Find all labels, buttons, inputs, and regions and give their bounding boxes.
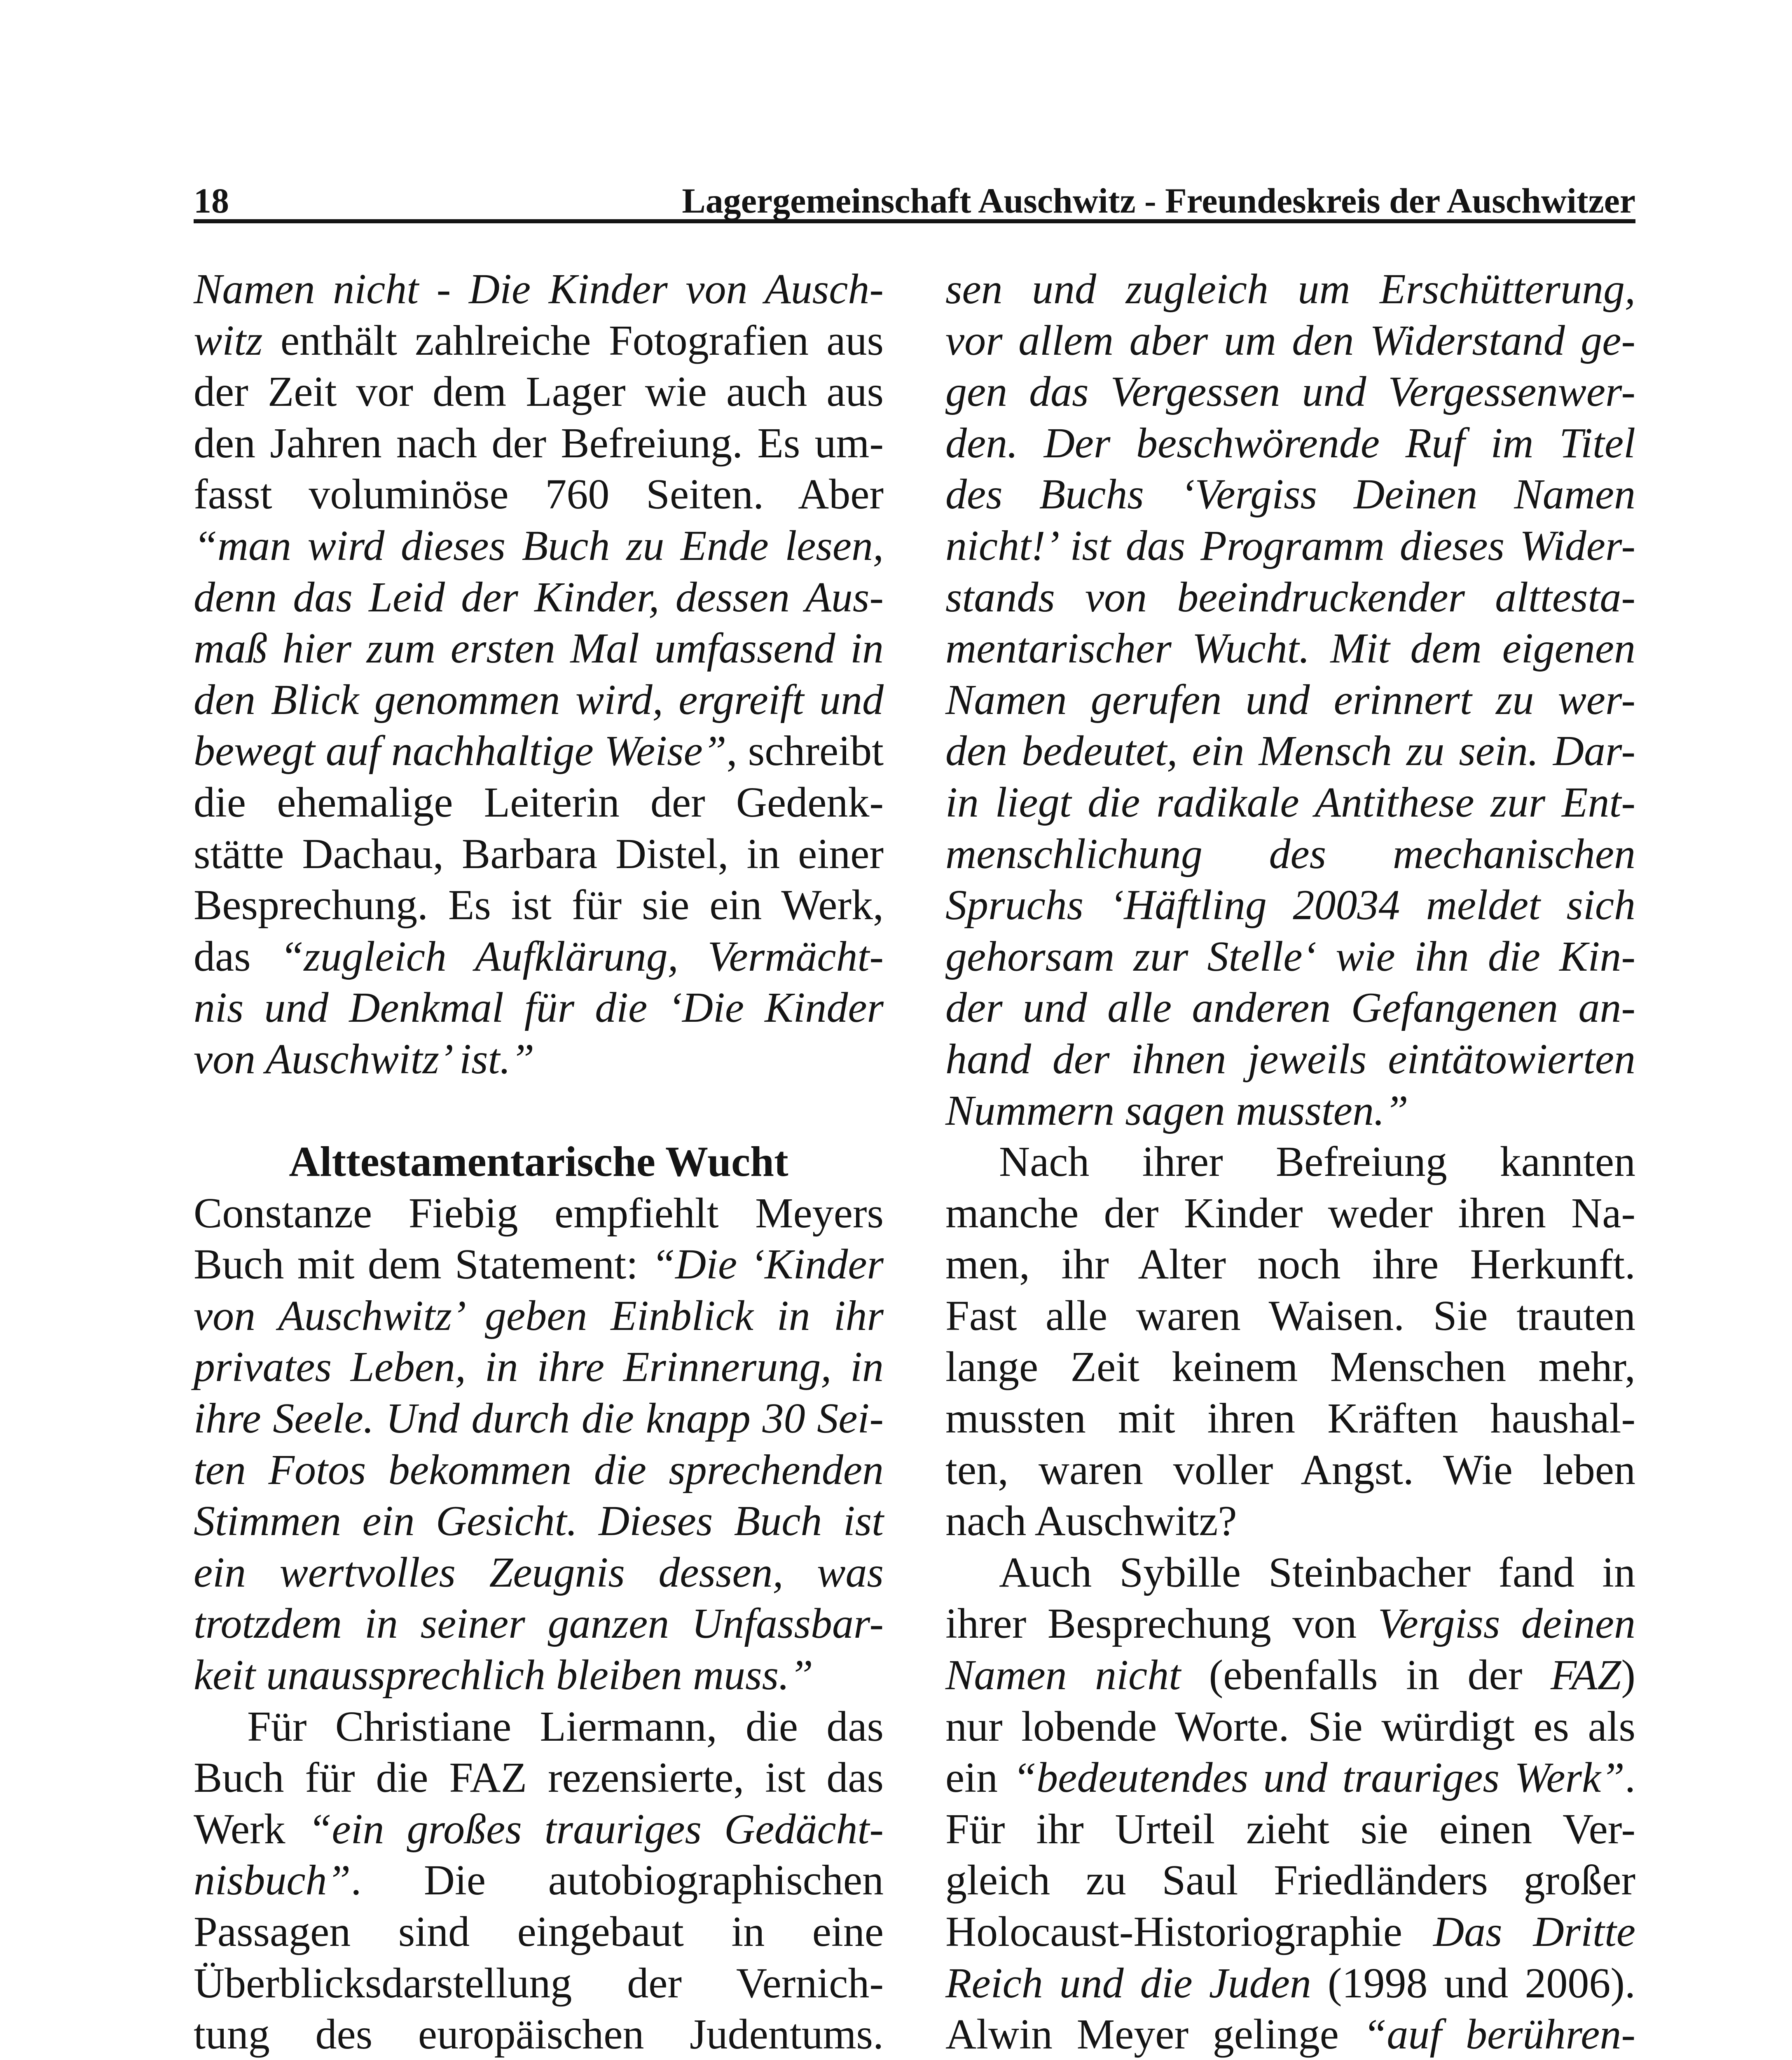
- text-run: Alttestamentarische Wucht: [289, 1138, 788, 1186]
- text-line: [194, 418, 884, 469]
- text-line: [194, 1341, 884, 1393]
- text-line: [194, 315, 884, 367]
- text-run: Holocaust-Historiographie: [945, 1908, 1434, 1955]
- text-line: [945, 726, 1635, 777]
- text-line: [194, 931, 884, 983]
- text-line: [194, 1752, 884, 1804]
- paragraph-gap: [194, 1085, 884, 1137]
- text-line: [194, 726, 884, 777]
- text-run: den Jahren nach der Befreiung. Es um-: [194, 419, 884, 467]
- italic-run: ein wertvolles Zeugnis dessen, was: [194, 1548, 884, 1596]
- text-line: [945, 520, 1635, 572]
- page-header: [194, 173, 1635, 223]
- italic-run: ihre Seele. Und durch die knapp 30 Sei-: [194, 1395, 884, 1442]
- text-line: [945, 572, 1635, 623]
- text-line: [194, 2009, 884, 2060]
- italic-run: Stimmen ein Gesicht. Dieses Buch ist: [194, 1497, 884, 1545]
- text-line: [945, 982, 1635, 1034]
- italic-run: trotzdem in seiner ganzen Unfassbar-: [194, 1600, 884, 1648]
- text-line: [945, 829, 1635, 880]
- text-run: nach Auschwitz?: [945, 1497, 1237, 1545]
- italic-run: mentarischer Wucht. Mit dem eigenen: [945, 625, 1635, 672]
- text-line: [194, 1188, 884, 1239]
- text-line: [945, 366, 1635, 418]
- text-line: [945, 1034, 1635, 1085]
- text-run: (1998 und 2006).: [1311, 1959, 1635, 2007]
- text-run: ihrer Besprechung von: [945, 1600, 1378, 1648]
- text-line: [194, 880, 884, 931]
- italic-run: denn das Leid der Kinder, dessen Aus-: [194, 573, 884, 621]
- text-run: Constanze Fiebig empfiehlt Meyers: [194, 1189, 884, 1237]
- italic-run: in liegt die radikale Antithese zur Ent-: [945, 778, 1635, 826]
- text-run: das: [194, 932, 280, 980]
- italic-run: “auf berühren-: [1363, 2011, 1635, 2058]
- text-line: [945, 2009, 1635, 2060]
- italic-run: FAZ: [1550, 1651, 1621, 1699]
- text-line: [945, 1136, 1635, 1188]
- italic-run: “bedeutendes und trauriges Werk”: [1013, 1754, 1625, 1802]
- text-line: [194, 1855, 884, 1906]
- text-run: Werk: [194, 1805, 308, 1853]
- italic-run: “Die ‘Kinder: [651, 1241, 884, 1288]
- text-line: [945, 1290, 1635, 1342]
- italic-run: Namen nicht - Die Kinder von Ausch-: [194, 265, 884, 313]
- italic-run: von Auschwitz’ ist.”: [194, 1035, 535, 1083]
- text-line: [945, 1393, 1635, 1444]
- text-run: mussten mit ihren Kräften haushal-: [945, 1395, 1635, 1442]
- text-run: . Die autobiographischen: [351, 1856, 884, 1904]
- text-line: [945, 264, 1635, 315]
- text-line: [194, 1650, 884, 1701]
- right-column: [945, 264, 1635, 2060]
- text-run: ein: [945, 1754, 1013, 1802]
- text-run: Passagen sind eingebaut in eine: [194, 1908, 884, 1955]
- text-line: [194, 777, 884, 829]
- text-line: [945, 1804, 1635, 1855]
- text-line: [194, 1958, 884, 2009]
- italic-run: privates Leben, in ihre Erinnerung, in: [194, 1343, 884, 1391]
- text-line: [945, 1855, 1635, 1906]
- italic-run: bewegt auf nachhaltige Weise”: [194, 727, 727, 775]
- italic-run: hand der ihnen jeweils eintätowierten: [945, 1035, 1635, 1083]
- running-title: Lagergemeinschaft Auschwitz - Freundeskreis der Auschwitzer: [682, 181, 1635, 220]
- italic-run: Das Dritte: [1433, 1908, 1635, 1955]
- text-line: [945, 1650, 1635, 1701]
- italic-run: des Buchs ‘Vergiss Deinen Namen: [945, 471, 1635, 518]
- italic-run: gen das Vergessen und Vergessenwer-: [945, 368, 1635, 416]
- text-run: men, ihr Alter noch ihre Herkunft.: [945, 1241, 1635, 1288]
- italic-run: Vergiss deinen: [1378, 1600, 1636, 1648]
- italic-run: Namen gerufen und erinnert zu wer-: [945, 676, 1635, 723]
- text-line: [194, 829, 884, 880]
- text-run: Fast alle waren Waisen. Sie trauten: [945, 1292, 1635, 1339]
- text-line: [194, 1547, 884, 1599]
- text-run: die ehemalige Leiterin der Gedenk-: [194, 778, 884, 826]
- italic-run: den. Der beschwörende Ruf im Titel: [945, 419, 1635, 467]
- text-line: [945, 418, 1635, 469]
- italic-run: “ein großes trauriges Gedächt-: [308, 1805, 884, 1853]
- italic-run: Reich und die Juden: [945, 1959, 1311, 2007]
- text-run: tung des europäischen Judentums.: [194, 2011, 884, 2058]
- text-run: ): [1621, 1651, 1635, 1699]
- italic-run: den Blick genommen wird, ergreift und: [194, 676, 884, 723]
- text-line: [194, 674, 884, 726]
- text-run: Überblicksdarstellung der Vernich-: [194, 1959, 884, 2007]
- text-line: [194, 1496, 884, 1547]
- italic-run: nisbuch”: [194, 1856, 351, 1904]
- text-line: [194, 264, 884, 315]
- italic-run: nicht!’ ist das Programm dieses Wider-: [945, 522, 1635, 569]
- text-run: Buch für die FAZ rezensierte, ist das: [194, 1754, 884, 1802]
- italic-run: Spruchs ‘Häftling 20034 meldet sich: [945, 881, 1635, 929]
- text-line: [945, 315, 1635, 367]
- italic-run: vor allem aber um den Widerstand ge-: [945, 316, 1635, 364]
- italic-run: maß hier zum ersten Mal umfassend in: [194, 625, 884, 672]
- italic-run: Namen nicht: [945, 1651, 1181, 1699]
- text-line: [945, 623, 1635, 674]
- text-run: gleich zu Saul Friedländers großer: [945, 1856, 1635, 1904]
- italic-run: stands von beeindruckender alttesta-: [945, 573, 1635, 621]
- text-line: [194, 520, 884, 572]
- italic-run: menschlichung des mechanischen: [945, 830, 1635, 878]
- italic-run: sen und zugleich um Erschütterung,: [945, 265, 1635, 313]
- text-line: [945, 777, 1635, 829]
- text-run: Buch mit dem Statement:: [194, 1241, 652, 1288]
- text-line: [945, 674, 1635, 726]
- text-line: [945, 1496, 1635, 1547]
- text-line: [194, 1239, 884, 1290]
- text-run: stätte Dachau, Barbara Distel, in einer: [194, 830, 884, 878]
- text-run: Für ihr Urteil zieht sie einen Ver-: [945, 1805, 1635, 1853]
- italic-run: witz: [194, 316, 263, 364]
- text-run: der Zeit vor dem Lager wie auch aus: [194, 368, 884, 416]
- text-line: [194, 469, 884, 520]
- text-run: enthält zahlreiche Fotografien aus: [262, 316, 884, 364]
- text-run: Besprechung. Es ist für sie ein Werk,: [194, 881, 884, 929]
- text-line: [194, 1290, 884, 1342]
- left-column: [194, 264, 884, 2060]
- italic-run: ten Fotos bekommen die sprechenden: [194, 1446, 884, 1494]
- text-line: [194, 366, 884, 418]
- text-line: [194, 1393, 884, 1444]
- text-line: [945, 1188, 1635, 1239]
- text-line: [194, 1701, 884, 1753]
- text-run: .: [1625, 1754, 1635, 1802]
- italic-run: “man wird dieses Buch zu Ende lesen,: [194, 522, 884, 569]
- section-heading: [194, 1136, 884, 1188]
- text-line: [194, 1598, 884, 1650]
- text-line: [194, 572, 884, 623]
- text-line: [194, 1444, 884, 1496]
- text-line: [945, 1239, 1635, 1290]
- text-line: [945, 931, 1635, 983]
- text-run: nur lobende Worte. Sie würdigt es als: [945, 1702, 1635, 1750]
- italic-run: keit unaussprechlich bleiben muss.”: [194, 1651, 813, 1699]
- italic-run: von Auschwitz’ geben Einblick in ihr: [194, 1292, 884, 1339]
- text-line: [194, 623, 884, 674]
- text-line: [945, 469, 1635, 520]
- text-line: [945, 1701, 1635, 1753]
- text-line: [945, 1444, 1635, 1496]
- italic-run: der und alle anderen Gefangenen an-: [945, 984, 1635, 1032]
- italic-run: nis und Denkmal für die ‘Die Kinder: [194, 984, 884, 1032]
- text-line: [945, 1085, 1635, 1137]
- text-run: manche der Kinder weder ihren Na-: [945, 1189, 1635, 1237]
- text-line: [945, 1752, 1635, 1804]
- text-run: Für Christiane Liermann, die das: [247, 1702, 884, 1750]
- text-line: [945, 1341, 1635, 1393]
- italic-run: “zugleich Aufklärung, Vermächt-: [280, 932, 884, 980]
- text-line: [194, 1804, 884, 1855]
- text-line: [945, 1958, 1635, 2009]
- text-line: [945, 1598, 1635, 1650]
- text-line: [194, 982, 884, 1034]
- text-run: Nach ihrer Befreiung kannten: [999, 1138, 1635, 1186]
- text-line: [194, 1906, 884, 1958]
- text-line: [194, 1034, 884, 1085]
- text-run: ten, waren voller Angst. Wie leben: [945, 1446, 1635, 1494]
- text-run: lange Zeit keinem Menschen mehr,: [945, 1343, 1635, 1391]
- text-run: Alwin Meyer gelinge: [945, 2011, 1363, 2058]
- text-run: Auch Sybille Steinbacher fand in: [999, 1548, 1635, 1596]
- text-run: (ebenfalls in der: [1181, 1651, 1551, 1699]
- italic-run: gehorsam zur Stelle‘ wie ihn die Kin-: [945, 932, 1635, 980]
- text-run: fasst voluminöse 760 Seiten. Aber: [194, 471, 884, 518]
- italic-run: den bedeutet, ein Mensch zu sein. Dar-: [945, 727, 1635, 775]
- text-line: [945, 880, 1635, 931]
- page-number: 18: [194, 181, 229, 220]
- text-run: , schreibt: [726, 727, 884, 775]
- italic-run: Nummern sagen mussten.”: [945, 1086, 1408, 1134]
- text-line: [945, 1547, 1635, 1599]
- text-line: [945, 1906, 1635, 1958]
